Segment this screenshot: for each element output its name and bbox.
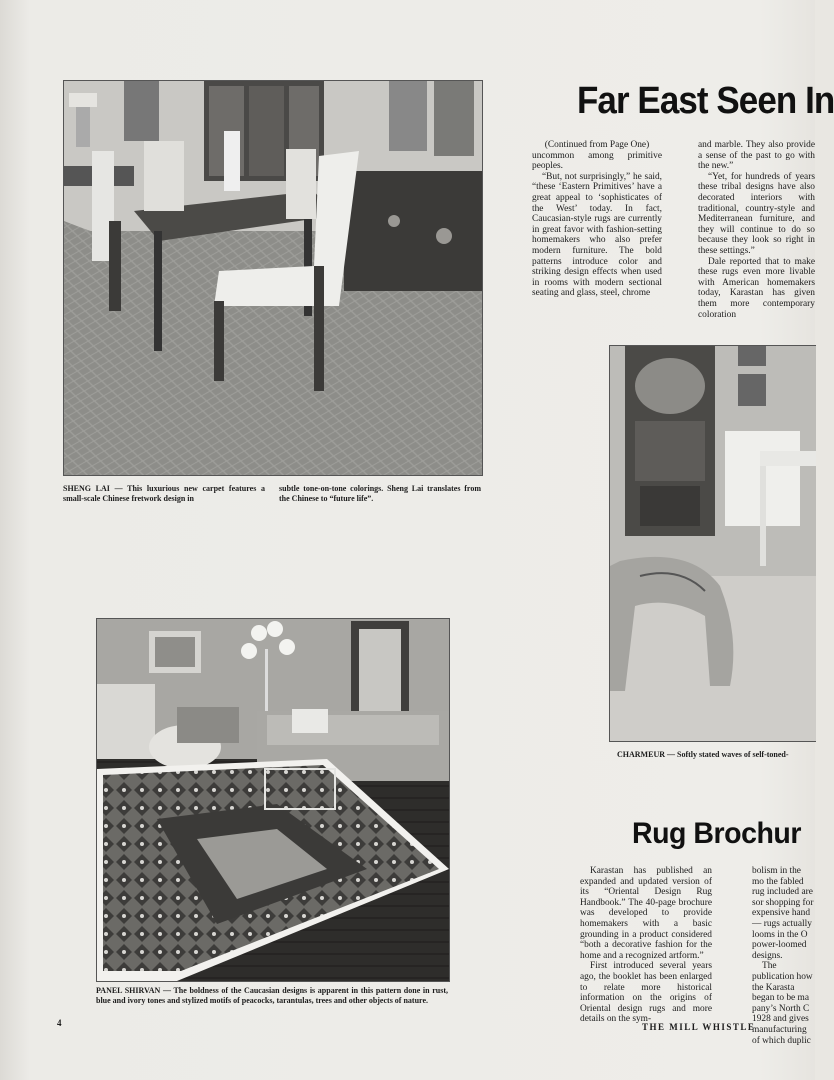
charmeur-photo xyxy=(609,345,816,742)
brochure-paragraph: bolism in the mo the fabled rug included are sor shopping for expensive hand — rugs actually looms in the O power-loomed designs. xyxy=(752,866,814,961)
page-number: 4 xyxy=(57,1018,62,1028)
article-column-2 xyxy=(698,140,815,320)
article-column-1 xyxy=(532,140,662,310)
dining-room-image xyxy=(64,81,482,475)
sheng-lai-caption xyxy=(63,484,481,504)
article-paragraph: and marble. They also provide a sense of the past to go with the new.” xyxy=(698,140,815,172)
panel-shirvan-photo xyxy=(96,618,450,982)
brochure-paragraph: Karastan has published an expanded and updated version of its “Oriental Design Rug Handbook.” The 40-page brochure was developed to provide homemakers with a basic grounding in a product considered “both a decorative fashion for the home and a recognized artform.” xyxy=(580,866,712,961)
publication-name: THE MILL WHISTLE xyxy=(642,1022,756,1032)
brochure-column-1 xyxy=(580,866,712,1025)
brochure-paragraph: The publication how the Karasta began to be ma pany’s North C 1928 and gives manufacturing of which duplic xyxy=(752,961,813,1046)
article-headline: Far East Seen In xyxy=(577,80,834,122)
charmeur-caption: CHARMEUR — Softly stated waves of self-toned- xyxy=(617,750,789,759)
continued-note: (Continued from Page One) xyxy=(544,140,650,150)
brochure-paragraph: First introduced several years ago, the booklet has been enlarged to relate more historical information on the origins of Oriental design rugs and more details on the sym- xyxy=(580,961,712,1025)
living-room-image xyxy=(610,346,816,741)
article-paragraph: uncommon among primitive peoples. xyxy=(532,150,662,172)
sheng-lai-caption-right: subtle tone-on-tone colorings. Sheng Lai translates from the Chinese to “future life”. xyxy=(279,484,481,503)
sheng-lai-caption-left: SHENG LAI — This luxurious new carpet features a small-scale Chinese fretwork design in xyxy=(63,484,265,503)
brochure-column-2 xyxy=(752,866,815,1046)
article-paragraph: “Yet, for hundreds of years these tribal designs have also decorated interiors with traditional, country-style and Mediterranean furniture, and they will continue to do so because they look so right in these settings.” xyxy=(698,171,815,256)
den-image xyxy=(97,619,449,981)
panel-shirvan-caption: PANEL SHIRVAN — The boldness of the Caucasian designs is apparent in this pattern done in rust, blue and ivory tones and stylized motifs of peacocks, tarantulas, trees and other objects of nature. xyxy=(96,986,448,1005)
brochure-headline: Rug Brochur xyxy=(632,817,801,850)
article-paragraph: “But, not surprisingly,” he said, “these ‘Eastern Primitives’ have a great appeal to ‘sophisticates of the West’ today. In fact, Caucasian-style rugs are currently in great favor with fashion-setting homemakers who also prefer modern furniture. The bold patterns introduce color and striking design effects when used in rooms with modern sectional seating and glass, steel, chrome xyxy=(532,171,662,299)
article-paragraph: Dale reported that to make these rugs even more livable with American homemakers today, Karastan has given them more contemporary coloration xyxy=(698,256,815,320)
sheng-lai-photo xyxy=(63,80,483,476)
